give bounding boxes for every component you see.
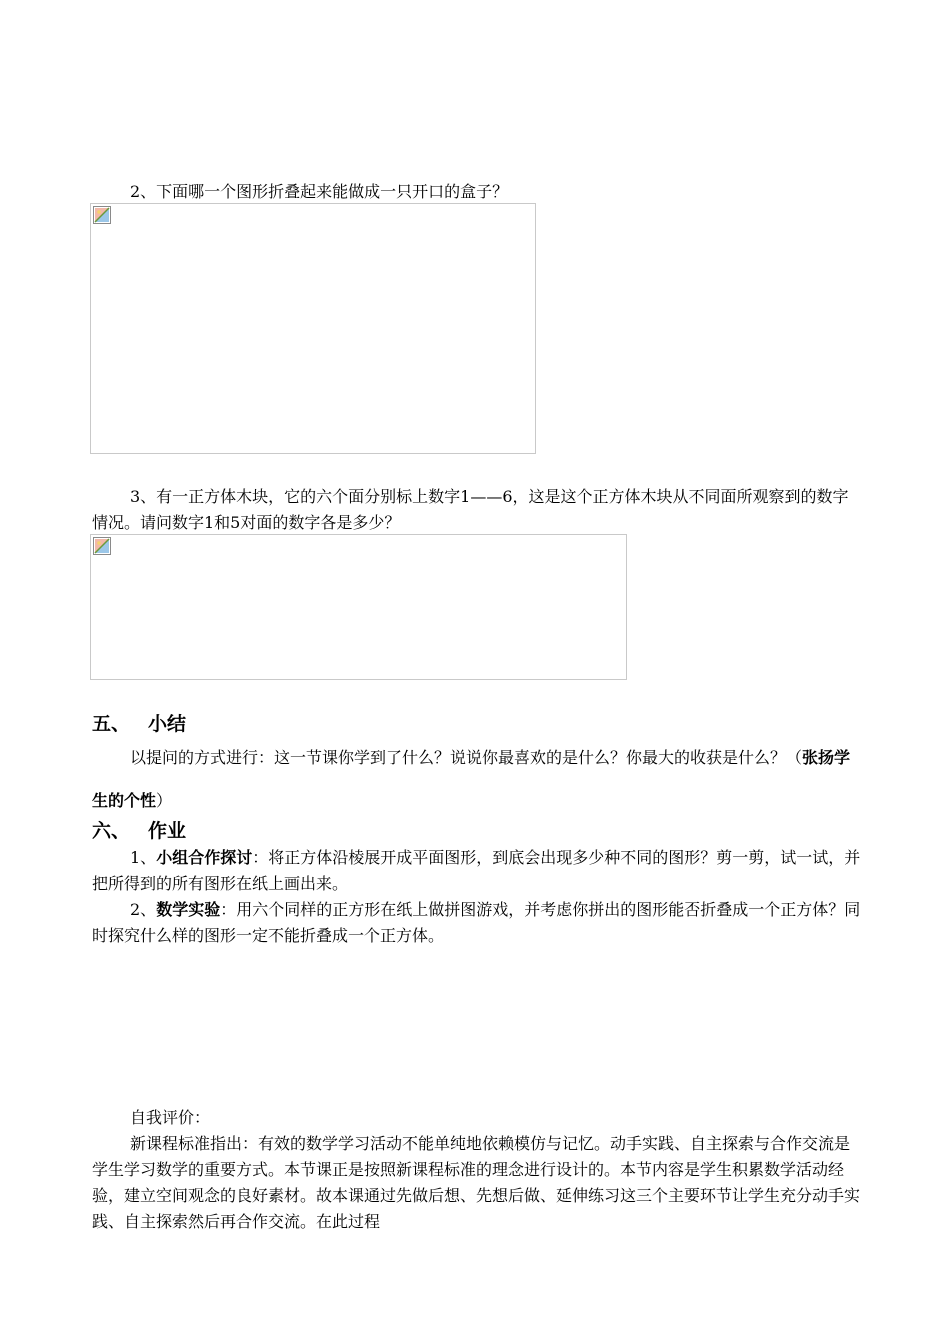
question-2-image-placeholder — [90, 203, 536, 454]
section-5-heading — [92, 711, 186, 737]
section-6-heading — [92, 818, 186, 844]
broken-image-icon — [93, 537, 111, 555]
self-evaluation-label: 自我评价： — [130, 1108, 211, 1127]
section-5-bold-note: 张扬学生的个性 — [92, 748, 851, 810]
question-3-text: 3、有一正方体木块，它的六个面分别标上数字1——6，这是这个正方体木块从不同面所观察到的数字情况。请问数字1和5对面的数字各是多少？ — [92, 487, 849, 532]
broken-image-icon — [93, 206, 111, 224]
homework-item-2: 2、数学实验：用六个同样的正方形在纸上做拼图游戏，并考虑你拼出的图形能否折叠成一个正方体？同时探究什么样的图形一定不能折叠成一个正方体。 — [92, 900, 861, 945]
self-evaluation-body: 新课程标准指出：有效的数学学习活动不能单纯地依赖模仿与记忆。动手实践、自主探索与合作交流是学生学习数学的重要方式。本节课正是按照新课程标准的理念进行设计的。本节内容是学生积累数学活动经验，建立空间观念的良好素材。故本课通过先做后想、先想后做、延伸练习这三个主要环节让学生充分动手实践、自主探索然后再合作交流。在此过程 — [92, 1134, 861, 1231]
section-5-title: 小结 — [148, 713, 187, 735]
section-5-number: 五、 — [92, 713, 131, 735]
question-3-image-placeholder — [90, 534, 627, 680]
section-6-number: 六、 — [92, 820, 131, 842]
section-5-body: 以提问的方式进行：这一节课你学到了什么？说说你最喜欢的是什么？你最大的收获是什么？（张扬学生的个性） — [92, 748, 851, 810]
section-6-title: 作业 — [148, 820, 187, 842]
question-2-text: 2、下面哪一个图形折叠起来能做成一只开口的盒子？ — [130, 182, 509, 201]
homework-item-1: 1、小组合作探讨：将正方体沿棱展开成平面图形，到底会出现多少种不同的图形？剪一剪，试一试，并把所得到的所有图形在纸上画出来。 — [92, 848, 861, 893]
